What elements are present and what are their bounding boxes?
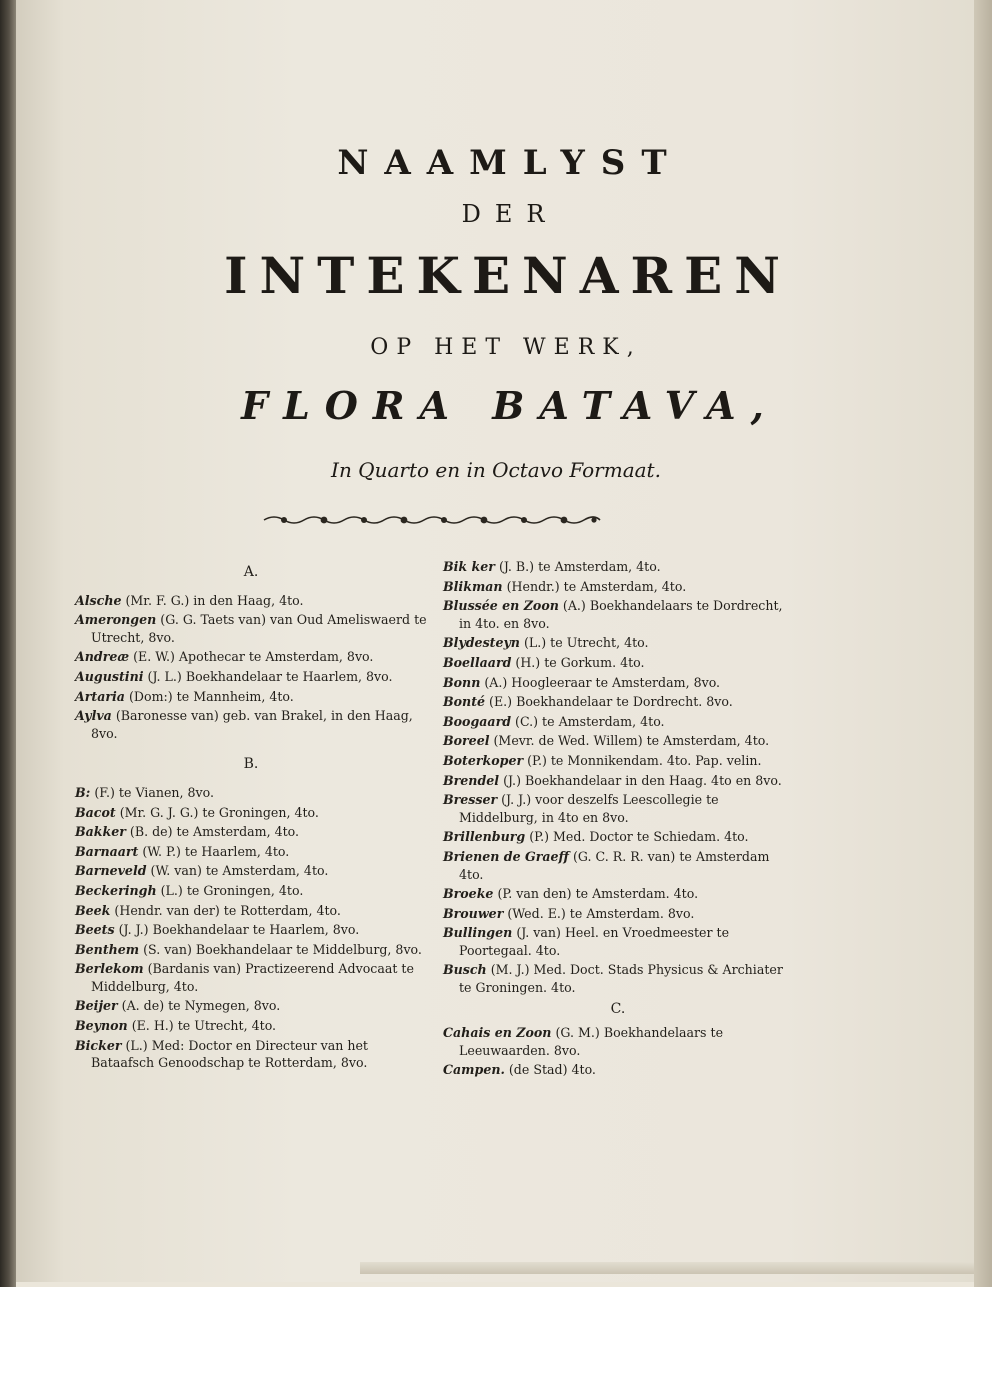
- subscriber-details: (H.) te Gorkum. 4to.: [515, 654, 645, 670]
- subscriber-details: (A.) Boekhandelaars te Dordrecht, in 4to. en 8vo.: [459, 598, 783, 631]
- subscriber-name: Bakker: [75, 824, 126, 840]
- list-item: [75, 960, 427, 995]
- subscriber-details: (J. van) Heel. en Vroedmeester te Poortegaal. 4to.: [459, 925, 730, 958]
- subscriber-name: Cahais en Zoon: [443, 1025, 552, 1041]
- title-der: DER: [461, 200, 559, 228]
- subscriber-name: Boterkoper: [443, 752, 524, 768]
- subscriber-name: B:: [75, 784, 91, 800]
- subscriber-name: Brendel: [443, 772, 500, 788]
- list-item: [75, 707, 427, 742]
- subscriber-list-left: [75, 558, 427, 1074]
- list-item: [443, 791, 793, 826]
- list-item: [443, 654, 793, 672]
- list-item: [75, 997, 427, 1015]
- subscriber-details: (S. van) Boekhandelaar te Middelburg, 8vo.: [143, 941, 422, 957]
- subscriber-name: Andreæ: [75, 649, 130, 665]
- subscriber-details: (P. van den) te Amsterdam. 4to.: [497, 886, 699, 902]
- section-heading-b: B.: [243, 756, 259, 773]
- subscriber-details: (Baronesse van) geb. van Brakel, in den Haag, 8vo.: [91, 708, 413, 741]
- list-item: [443, 924, 793, 959]
- subscriber-name: Blikman: [443, 578, 503, 594]
- list-item: [75, 592, 427, 610]
- list-item: [443, 885, 793, 903]
- list-item: [75, 784, 427, 802]
- subscriber-name: Bonté: [443, 694, 486, 710]
- list-item: [443, 578, 793, 596]
- list-item: [443, 752, 793, 770]
- list-item: [75, 648, 427, 666]
- subscriber-details: (Hendr. van der) te Rotterdam, 4to.: [114, 902, 341, 918]
- title-op-het-werk: OP HET WERK,: [370, 335, 642, 360]
- list-item: [443, 732, 793, 750]
- subscriber-details: (W. P.) te Haarlem, 4to.: [142, 843, 290, 859]
- list-item: [75, 1017, 427, 1035]
- subscriber-name: Alsche: [75, 592, 122, 608]
- subscriber-details: (Wed. E.) te Amsterdam. 8vo.: [507, 905, 695, 921]
- subscriber-name: Blydesteyn: [443, 635, 520, 651]
- subscriber-details: (E. W.) Apothecar te Amsterdam, 8vo.: [133, 649, 374, 665]
- subscriber-details: (Dom:) te Mannheim, 4to.: [128, 688, 294, 704]
- list-item: [75, 804, 427, 822]
- list-item: [75, 611, 427, 646]
- subscriber-details: (W. van) te Amsterdam, 4to.: [150, 863, 329, 879]
- subscriber-details: (Mr. G. J. G.) te Groningen, 4to.: [119, 804, 319, 820]
- subscriber-name: Beijer: [75, 998, 118, 1014]
- subscriber-details: (P.) Med. Doctor te Schiedam. 4to.: [529, 829, 749, 845]
- subscriber-details: (Bardanis van) Practizeerend Advocaat te Middelburg, 4to.: [91, 961, 414, 994]
- subscriber-details: (Mevr. de Wed. Willem) te Amsterdam, 4to.: [493, 733, 770, 749]
- subscriber-name: Bik ker: [443, 559, 495, 574]
- section-heading-c: C.: [610, 1000, 626, 1017]
- title-format: In Quarto en in Octavo Formaat.: [331, 458, 661, 482]
- subscriber-details: (J.) Boekhandelaar in den Haag. 4to en 8vo.: [503, 772, 782, 788]
- page-edge: [974, 0, 992, 1287]
- list-item: [443, 905, 793, 923]
- subscriber-details: (Hendr.) te Amsterdam, 4to.: [506, 578, 687, 594]
- subscriber-name: Beek: [75, 902, 111, 918]
- subscriber-name: Boreel: [443, 733, 490, 749]
- list-item: [443, 674, 793, 692]
- list-item: [75, 1037, 427, 1072]
- list-item: [75, 882, 427, 900]
- list-item: [443, 713, 793, 731]
- subscriber-details: (J. J.) voor deszelfs Leescollegie te Middelburg, in 4to en 8vo.: [459, 792, 719, 825]
- page-bottom-edge: [360, 1262, 974, 1274]
- list-item: [443, 597, 793, 632]
- title-naamlyst: NAAMLYST: [337, 143, 683, 183]
- subscriber-details: (E. H.) te Utrecht, 4to.: [131, 1018, 277, 1034]
- subscriber-name: Brillenburg: [443, 829, 526, 845]
- entries-b: [75, 784, 427, 1072]
- subscriber-details: (C.) te Amsterdam, 4to.: [515, 713, 665, 729]
- subscriber-name: Bacot: [75, 804, 116, 820]
- subscriber-name: Bresser: [443, 792, 498, 808]
- subscriber-details: (L.) te Groningen, 4to.: [160, 882, 304, 898]
- subscriber-details: (J. J.) Boekhandelaar te Haarlem, 8vo.: [118, 922, 360, 938]
- subscriber-name: Bullingen: [443, 925, 513, 941]
- subscriber-name: Amerongen: [75, 612, 157, 628]
- subscriber-details: (G. C. R. R. van) te Amsterdam 4to.: [459, 848, 770, 882]
- entries-a: [75, 592, 427, 743]
- subscriber-name: Busch: [443, 962, 487, 978]
- list-item: [75, 902, 427, 920]
- entries-c: [443, 1024, 793, 1079]
- subscriber-details: (P.) te Monnikendam. 4to. Pap. velin.: [527, 752, 762, 768]
- list-item: [75, 843, 427, 861]
- subscriber-name: Berlekom: [75, 961, 144, 977]
- entries-b-continued: [443, 558, 793, 997]
- list-item: [75, 921, 427, 939]
- subscriber-name: Barneveld: [75, 863, 147, 879]
- list-item: [75, 823, 427, 841]
- subscriber-details: (B. de) te Amsterdam, 4to.: [129, 824, 300, 840]
- subscriber-details: (A. de) te Nymegen, 8vo.: [121, 998, 281, 1014]
- title-intekenaren: INTEKENAREN: [224, 246, 792, 305]
- subscriber-name: Augustini: [75, 668, 144, 684]
- subscriber-details: (J. B.) te Amsterdam, 4to.: [498, 559, 661, 574]
- subscriber-name: Bicker: [75, 1037, 122, 1053]
- list-item: [443, 1061, 793, 1079]
- subscriber-name: Boellaard: [443, 654, 512, 670]
- subscriber-name: Boogaard: [443, 713, 512, 729]
- subscriber-details: (de Stad) 4to.: [508, 1062, 596, 1078]
- subscriber-details: (J. L.) Boekhandelaar te Haarlem, 8vo.: [147, 668, 393, 684]
- subscriber-details: (F.) te Vianen, 8vo.: [94, 784, 215, 800]
- subscriber-name: Brienen de Graeff: [443, 848, 569, 864]
- subscriber-name: Benthem: [75, 941, 140, 957]
- ornament-divider-icon: [260, 512, 604, 528]
- subscriber-details: (M. J.) Med. Doct. Stads Physicus & Archiater te Groningen. 4to.: [459, 962, 783, 996]
- subscriber-name: Bonn: [443, 674, 481, 690]
- subscriber-details: (L.) Med: Doctor en Directeur van het Bataafsch Genoodschap te Rotterdam, 8vo.: [91, 1037, 368, 1071]
- list-item: [443, 772, 793, 790]
- subscriber-details: (A.) Hoogleeraar te Amsterdam, 8vo.: [484, 674, 721, 690]
- subscriber-name: Artaria: [75, 688, 125, 704]
- list-item: [75, 862, 427, 880]
- title-flora-batava: FLORA BATAVA,: [241, 383, 779, 428]
- subscriber-name: Brouwer: [443, 905, 504, 921]
- list-item: [443, 828, 793, 846]
- subscriber-details: (E.) Boekhandelaar te Dordrecht. 8vo.: [489, 694, 733, 710]
- subscriber-details: (Mr. F. G.) in den Haag, 4to.: [125, 592, 304, 608]
- book-spine: [0, 0, 16, 1287]
- list-item: [443, 848, 793, 883]
- subscriber-name: Beets: [75, 922, 115, 938]
- list-item: [75, 688, 427, 706]
- subscriber-name: Blussée en Zoon: [443, 598, 559, 614]
- list-item: [443, 1024, 793, 1059]
- list-item: [75, 668, 427, 686]
- list-item: [75, 941, 427, 959]
- list-item: [443, 634, 793, 652]
- subscriber-list-right: [443, 558, 793, 1081]
- section-heading-a: A.: [243, 564, 259, 580]
- subscriber-name: Beynon: [75, 1018, 128, 1034]
- subscriber-details: (G. M.) Boekhandelaars te Leeuwaarden. 8vo.: [459, 1025, 724, 1058]
- subscriber-details: (L.) te Utrecht, 4to.: [523, 635, 649, 651]
- subscriber-name: Barnaart: [75, 843, 139, 859]
- subscriber-name: Broeke: [443, 886, 494, 902]
- list-item: [443, 961, 793, 996]
- subscriber-details: (G. G. Taets van) van Oud Ameliswaerd te Utrecht, 8vo.: [91, 612, 427, 645]
- subscriber-name: Campen.: [443, 1062, 505, 1078]
- list-item: [443, 558, 793, 576]
- subscriber-name: Aylva: [75, 708, 112, 724]
- list-item: [443, 693, 793, 711]
- subscriber-name: Beckeringh: [75, 882, 157, 898]
